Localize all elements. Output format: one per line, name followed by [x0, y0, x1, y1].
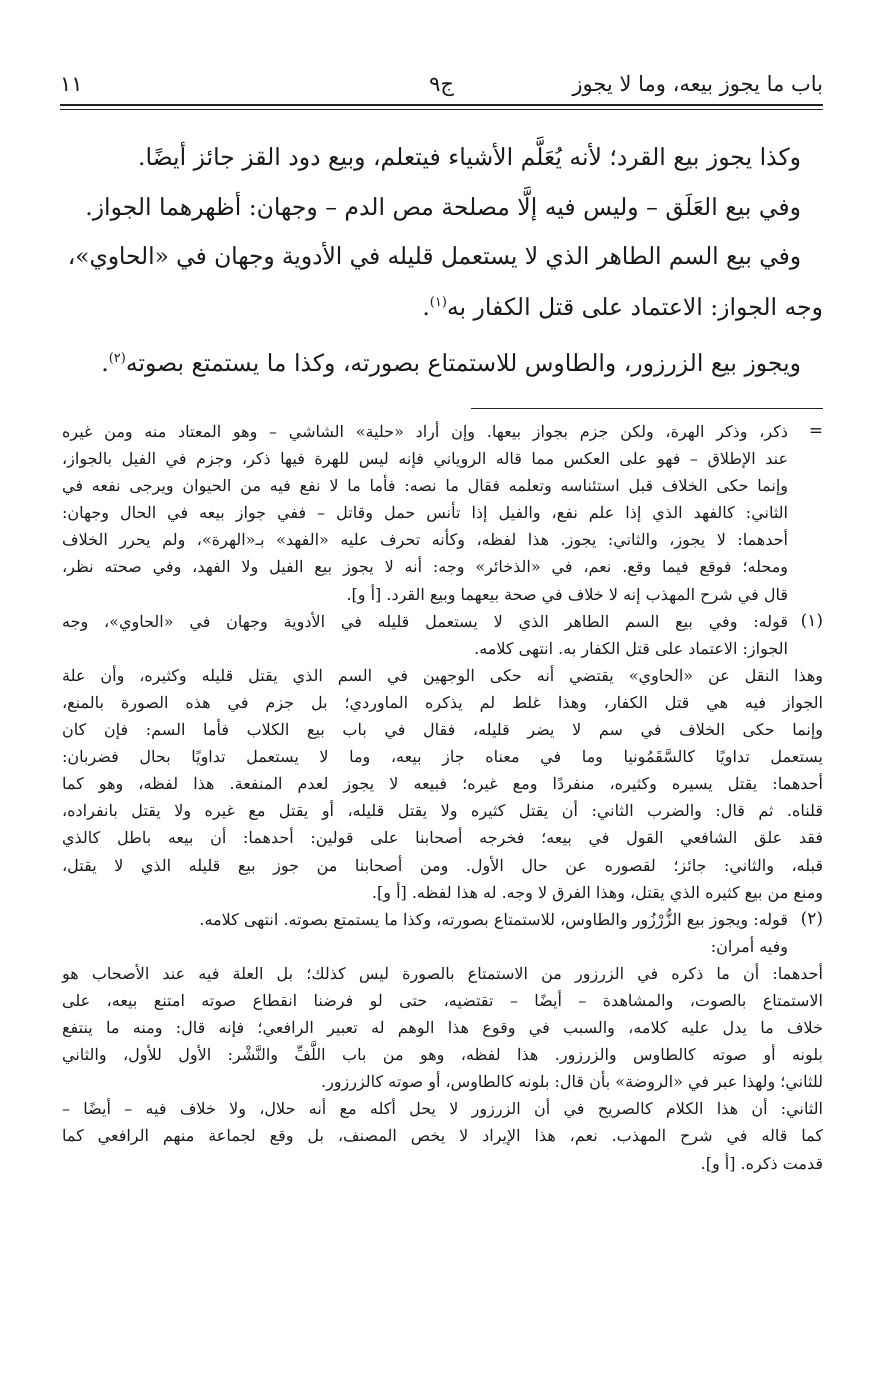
footnote-1-body: [62, 662, 823, 906]
running-header: [60, 64, 823, 104]
footnote-separator: [471, 408, 823, 409]
footnote-line: يستعمل تداويًا كالسَّقَمُونيا وما في معناه جاز بيعه، وما لا يستعمل تداويًا بحال فضربان:: [62, 747, 823, 767]
footnote-ref-2[interactable]: (٢): [108, 351, 126, 367]
footnote-line: ومحله؛ فوقع فيما وقع. نعم، في «الذخائر» وجه: أنه لا يجوز بيع الفيل ولا الفهد، وفي صحته نظر،: [62, 557, 788, 577]
footnote-line: الثاني: أن هذا الكلام كالصريح في أن الزرزور لا يحل أكله مع أنه حلال، ولا خلاف فيه – أيضًا –: [62, 1099, 823, 1119]
footnote-line: قال في شرح المهذب إنه لا خلاف في صحة بيعهما وبيع القرد. [أ و].: [346, 584, 788, 604]
poison-end: .: [422, 293, 430, 321]
footnote-line: وهذا النقل عن «الحاوي» يقتضي أنه حكى الوجهين في السم الذي يقتل قليله وكثيره، وأن علة: [62, 665, 823, 685]
starling-text: ويجوز بيع الزرزور، والطاوس للاستمتاع بصورته، وكذا ما يستمتع بصوته: [125, 349, 801, 377]
footnote-line: أحدهما: يقتل يسيره وكثيره، منفردًا ومع غيره؛ فبيعه لا يجوز لعدم المنفعة. هذا لفظه، وهو كما: [62, 774, 823, 794]
footnote-line: ذكر، وذكر الهرة، ولكن جزم بجواز بيعها. وإن أراد «حلية» الشاشي – وهو المعتاد منه ومن غيره: [62, 422, 788, 441]
header-rule: [60, 104, 823, 106]
paragraph-poison: وفي بيع السم الطاهر الذي لا يستعمل قليله في الأدوية وجهان في «الحاوي»،: [67, 243, 801, 270]
footnotes: [62, 418, 823, 1177]
poison-text: وجه الجواز: الاعتماد على قتل الكفار به: [446, 293, 823, 321]
footnote-line: قوله: ويجوز بيع الزُّرْزُور والطاوس، للاستمتاع بصورته، وكذا ما يستمتع بصوته. انتهى كلامه.: [199, 909, 788, 929]
footnote-1: [62, 608, 823, 662]
continuation-mark: =: [808, 421, 823, 441]
footnote-2-mark: (٢): [800, 908, 823, 929]
footnote-2-body: [62, 960, 823, 1177]
footnote-line: قلناه. ثم قال: والضرب الثاني: أن يقتل كثيره ولا يقتل قليله، أو يقتل مع غيره ولا يقتل بانفراده،: [62, 801, 823, 821]
footnote-continuation: [62, 418, 823, 608]
footnote-line: للثاني؛ ولهذا عبر في «الروضة» بأن قال: بلونه كالطاوس، أو صوته كالزرزور.: [320, 1072, 823, 1092]
volume-number: ج٩: [429, 72, 454, 96]
footnote-line: قوله: وفي بيع السم الطاهر الذي لا يستعمل قليله في الأدوية وجهان في «الحاوي»، وجه: [62, 611, 788, 631]
footnote-line: الاستمتاع بالصوت، والمشاهدة – أيضًا – تقتضيه، حتى لو فرضنا انقطاع صوته امتنع بيعه، على: [62, 990, 823, 1010]
footnote-line: عند الإطلاق – فهو على العكس مما قاله الروياني فإنه ليس للهرة فيها ذكر، وجزم في الفيل بالجواز،: [62, 449, 788, 469]
footnote-ref-1[interactable]: (١): [429, 295, 447, 311]
footnote-line: الثاني: كالفهد الذي إذا علم نفع، والفيل إذا تأنس حمل وقاتل – ففي جواز بيعه في الحال وجهان:: [62, 503, 788, 523]
starling-end: .: [101, 349, 109, 377]
footnote-line: الجواز فيه هي قتل الكفار، وهذا غلط لم يذكره الماوردي؛ بل جزم في هذه الصورة بالمنع،: [62, 692, 824, 712]
footnote-line: وإنما حكى الخلاف في سم لا يضر قليله، فقال في باب بيع الكلاب فأما السم: فإن كان: [62, 720, 823, 740]
footnote-line: فقد علق الشافعي القول في بيعه؛ فخرجه أصحابنا على قولين: أحدهما: أن بيعه باطل كالذي: [62, 828, 823, 848]
footnote-line: بلونه أو صوته كالطاوس والزرزور. هذا لفظه، وهو من باب اللَّفِّ والنَّشْر: الأول للأول، والثاني: [62, 1045, 823, 1065]
footnote-line: الجواز: الاعتماد على قتل الكفار به. انتهى كلامه.: [474, 638, 788, 658]
footnote-line: وفيه أمران:: [710, 936, 788, 956]
paragraph-starling: [62, 338, 823, 388]
footnote-line: قبله، والثاني: جائز؛ لقصوره عن حال الأول. ومن أصحابنا من جوز بيع قليله الذي لا يقتل،: [62, 855, 823, 875]
footnote-2: [62, 906, 823, 960]
footnote-line: وإنما حكى الخلاف قبل استئناسه وتعلمه فقال ما نصه: فأما ما لا نفع فيه من الحيوان ويرجى نفعه في: [62, 476, 788, 496]
footnote-1-mark: (١): [800, 610, 823, 631]
chapter-title: باب ما يجوز بيعه، وما لا يجوز: [572, 72, 823, 96]
paragraph-ape: وكذا يجوز بيع القرد؛ لأنه يُعَلَّم الأشياء فيتعلم، وبيع دود القز جائز أيضًا.: [138, 143, 801, 171]
page-number: ١١: [60, 72, 83, 96]
footnote-line: أحدهما: لا يجوز، والثاني: يجوز. هذا لفظه، وكأنه تحرف عليه «الفهد» بـ«الهرة»، ولم يحرر الخلاف: [62, 530, 788, 550]
footnote-line: كما قاله في شرح المهذب. نعم، هذا الإيراد لا يخص المصنف، بل وقع لجماعة منهم الرافعي كما: [62, 1126, 823, 1146]
paragraph-leech: وفي بيع العَلَق – وليس فيه إلَّا مصلحة مص الدم – وجهان: أظهرهما الجواز.: [85, 193, 801, 221]
footnote-line: قدمت ذكره. [أ و].: [700, 1153, 823, 1173]
main-text: [62, 132, 823, 388]
footnote-line: خلاف ما يدل عليه كلامه، والسبب في وقوع هذا الوهم له تعبير الرافعي؛ فإنه قال: ومنه ما ينتفع: [62, 1018, 823, 1038]
footnote-line: أحدهما: أن ما ذكره في الزرزور من الاستمتاع بالصورة ليس كذلك؛ بل العلة فيه عند الأصحاب هو: [62, 963, 823, 983]
header-rule-thin: [60, 109, 823, 110]
footnote-line: ومنع من بيع كثيره الذي يقتل، وهذا الفرق لا وجه. له هذا لفظه. [أ و].: [371, 882, 823, 902]
paragraph-poison-cont: [62, 282, 823, 332]
